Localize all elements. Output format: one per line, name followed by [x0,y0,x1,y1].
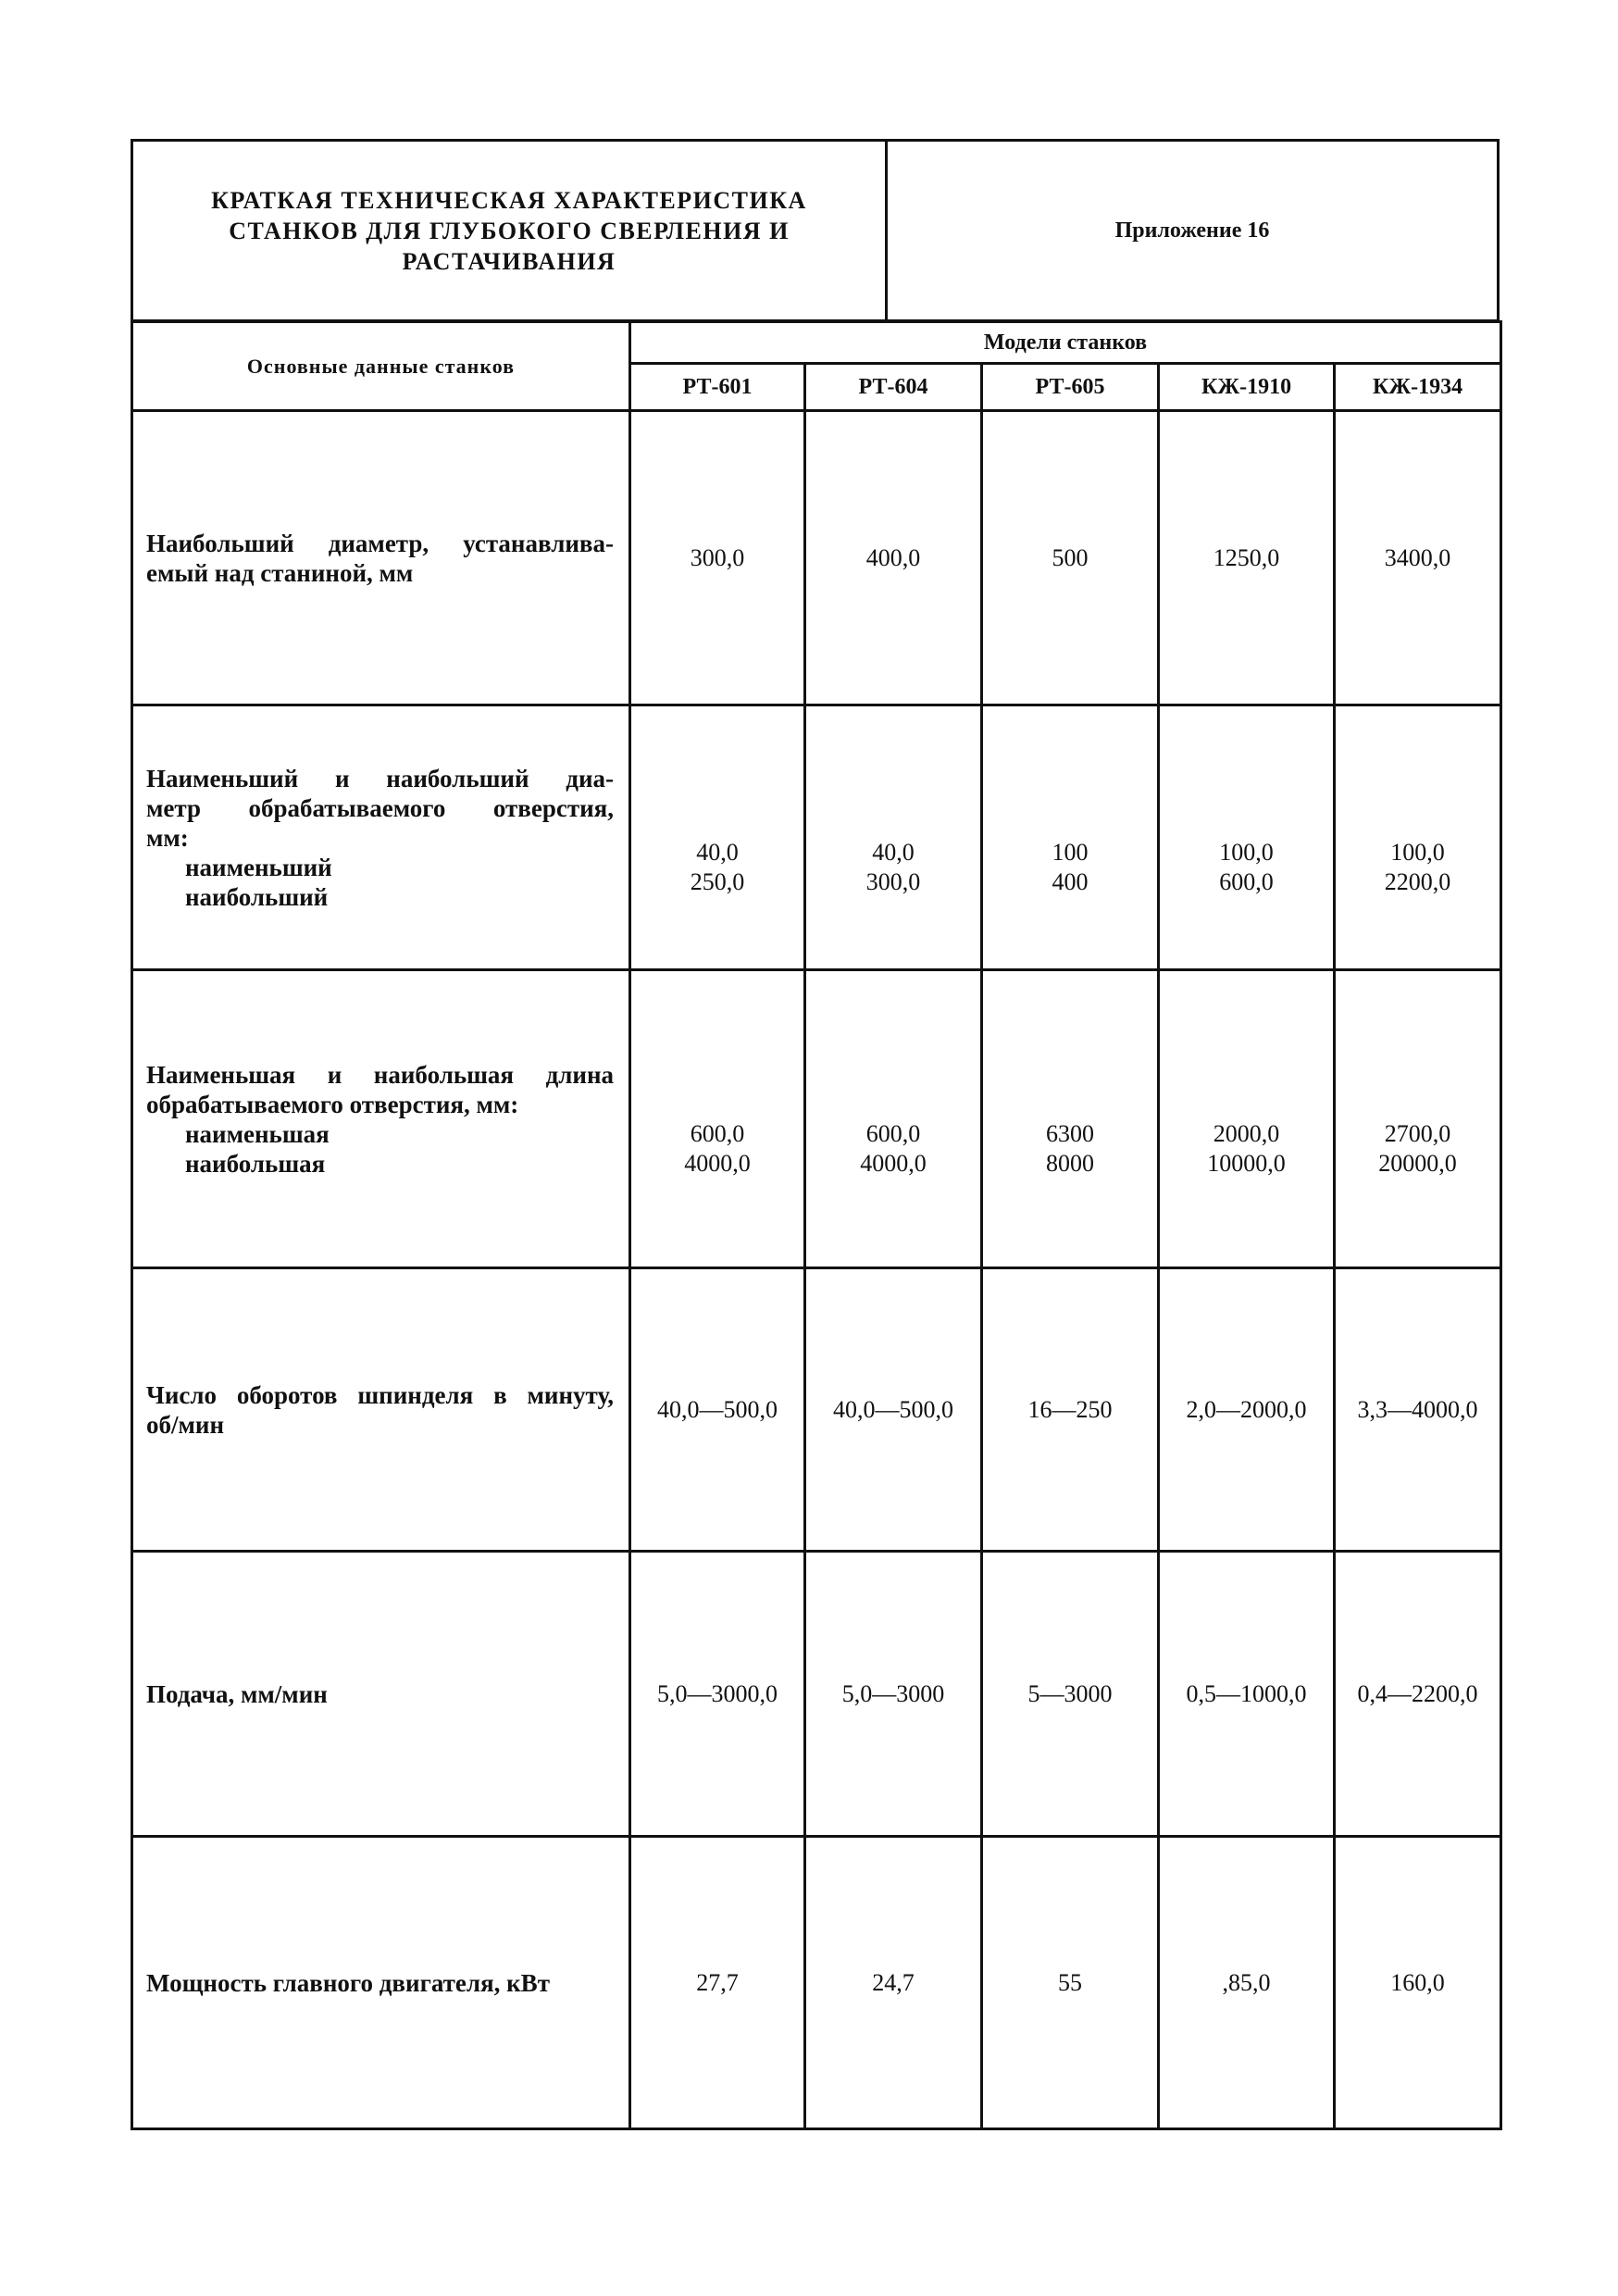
cell-value-max: 20000,0 [1378,1149,1457,1177]
param-label-line: емый над станиной, мм [146,558,414,587]
param-label [132,970,630,1268]
param-label-line: метр обрабатываемого отверстия, [146,793,614,822]
table-row [132,970,1501,1268]
param-label [132,705,630,970]
table-cell [630,705,805,970]
param-label [132,411,630,705]
document-header [131,139,1500,322]
cell-value-max: 600,0 [1219,867,1274,895]
cell-value-min: 40,0 [872,838,915,866]
table-cell: 3400,0 [1335,411,1501,705]
table-row [132,1268,1501,1552]
table-cell: 27,7 [630,1837,805,2129]
cell-value-min: 2700,0 [1384,1119,1451,1147]
param-label-line: мм: [146,823,189,852]
table-header-row [132,322,1501,364]
table-row [132,1837,1501,2129]
table-cell: 55 [982,1837,1159,2129]
table-cell [805,705,982,970]
model-header: КЖ-1934 [1335,364,1501,411]
table-cell [1335,970,1501,1268]
table-cell: 2,0—2000,0 [1159,1268,1335,1552]
title-cell [133,142,888,319]
table-cell: 16—250 [982,1268,1159,1552]
table-cell: 0,5—1000,0 [1159,1552,1335,1837]
cell-value-min: 6300 [1046,1119,1094,1147]
table-cell [982,705,1159,970]
table-cell: 160,0 [1335,1837,1501,2129]
param-sublabel: наименьший [185,853,332,881]
param-label [132,1268,630,1552]
param-label-line: Мощность главного двигателя, кВт [146,1968,550,1997]
table-cell [982,970,1159,1268]
param-label-line: Наименьшая и наибольшая длина [146,1060,614,1089]
cell-value-max: 4000,0 [860,1149,927,1177]
cell-value-min: 100,0 [1219,838,1274,866]
cell-value-min: 100,0 [1390,838,1445,866]
table-cell: 5,0—3000 [805,1552,982,1837]
model-header: РТ-605 [982,364,1159,411]
table-cell [805,970,982,1268]
param-label-line: обрабатываемого отверстия, мм: [146,1090,519,1118]
table-cell: 300,0 [630,411,805,705]
table-cell: 5—3000 [982,1552,1159,1837]
cell-value-min: 2000,0 [1213,1119,1280,1147]
cell-value-min: 600,0 [865,1119,921,1147]
cell-value-max: 2200,0 [1384,867,1451,895]
models-header: Модели станков [630,322,1501,364]
param-label-line: Подача, мм/мин [146,1679,328,1708]
param-label-line: об/мин [146,1410,225,1439]
cell-value-min: 600,0 [690,1119,745,1147]
table-cell [630,970,805,1268]
model-header: РТ-601 [630,364,805,411]
param-sublabel: наибольшая [185,1149,326,1178]
table-row [132,411,1501,705]
table-cell: 5,0—3000,0 [630,1552,805,1837]
cell-value-max: 250,0 [690,867,745,895]
spec-table [131,320,1502,2130]
model-header: РТ-604 [805,364,982,411]
cell-value-max: 8000 [1046,1149,1094,1177]
table-row [132,705,1501,970]
table-cell [1159,705,1335,970]
param-header: Основные данные станков [132,322,630,411]
param-label [132,1837,630,2129]
cell-value-max: 4000,0 [684,1149,751,1177]
cell-value-max: 300,0 [865,867,921,895]
param-sublabel: наименьшая [185,1119,330,1148]
cell-value-max: 10000,0 [1207,1149,1286,1177]
appendix-cell [888,142,1497,319]
param-label [132,1552,630,1837]
appendix-label: Приложение 16 [1114,218,1270,243]
table-cell: 0,4—2200,0 [1335,1552,1501,1837]
table-cell [1335,705,1501,970]
table-row [132,1552,1501,1837]
model-header: КЖ-1910 [1159,364,1335,411]
param-label-line: Наименьший и наибольший диа- [146,764,614,792]
cell-value-max: 400 [1052,867,1089,895]
table-cell: 40,0—500,0 [805,1268,982,1552]
document-title: КРАТКАЯ ТЕХНИЧЕСКАЯ ХАРАКТЕРИСТИКА СТАНКОВ ДЛЯ ГЛУБОКОГО СВЕРЛЕНИЯ И РАСТАЧИВАНИЯ [211,186,807,275]
table-cell: ,85,0 [1159,1837,1335,2129]
table-cell: 24,7 [805,1837,982,2129]
table-cell: 500 [982,411,1159,705]
cell-value-min: 100 [1052,838,1089,866]
table-cell: 1250,0 [1159,411,1335,705]
cell-value-min: 40,0 [696,838,739,866]
param-label-line: Наибольший диаметр, устанавлива- [146,529,614,557]
table-cell: 400,0 [805,411,982,705]
table-cell: 3,3—4000,0 [1335,1268,1501,1552]
param-label-line: Число оборотов шпинделя в минуту, [146,1380,614,1409]
param-sublabel: наибольший [185,882,329,911]
table-cell [1159,970,1335,1268]
table-cell: 40,0—500,0 [630,1268,805,1552]
